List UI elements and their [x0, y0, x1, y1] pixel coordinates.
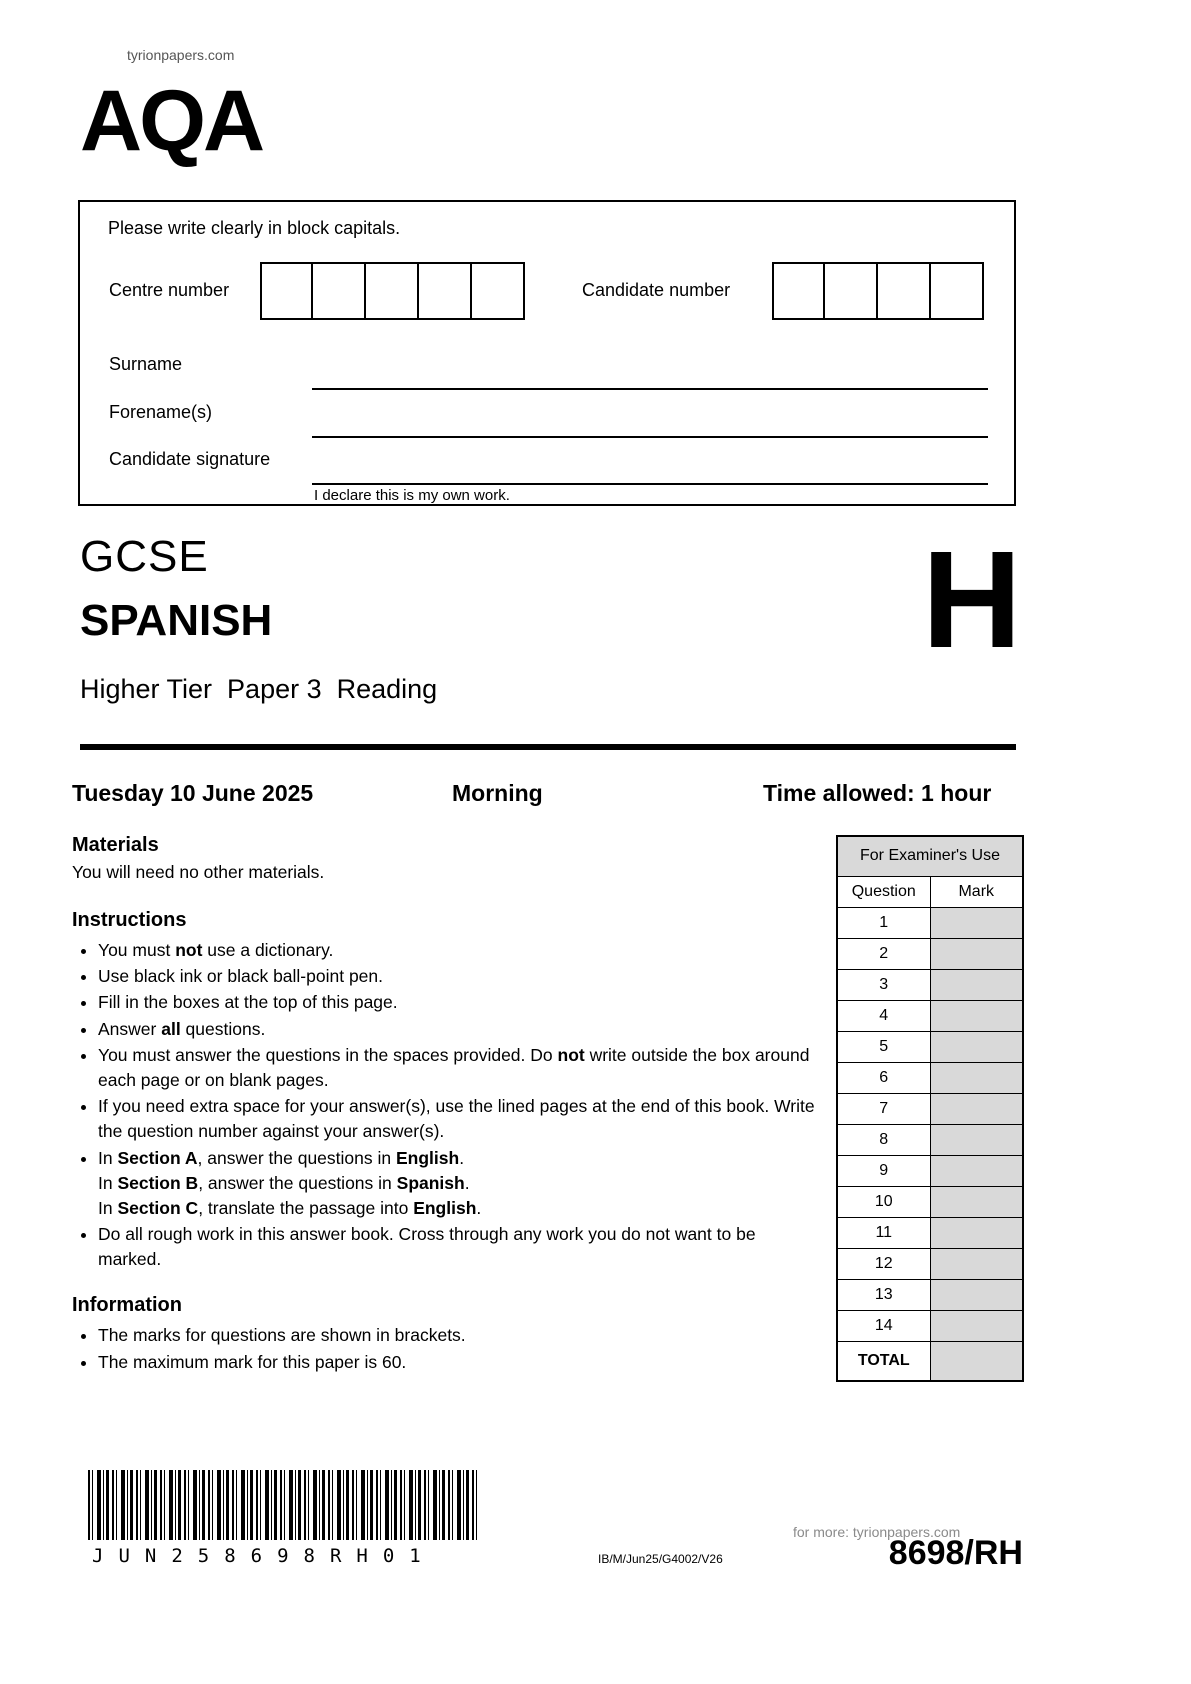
paper-code: 8698/RH: [888, 1534, 1023, 1572]
list-item: • You must answer the questions in the spaces provided. Do not write outside the box around each page or on blank pages.: [98, 1043, 820, 1093]
list-item: • In Section A, answer the questions in English. In Section B, answer the questions in Spanish. In Section C, translate the passage into English.: [98, 1146, 820, 1222]
question-number-cell: 9: [837, 1155, 930, 1186]
mark-cell: [930, 969, 1023, 1000]
examiner-row: [837, 1000, 1023, 1031]
candidate-number-cell[interactable]: [878, 262, 931, 320]
total-mark-cell: [930, 1341, 1023, 1381]
question-number-cell: 1: [837, 907, 930, 938]
qualification-title: GCSE: [80, 532, 209, 581]
candidate-number-cell[interactable]: [772, 262, 825, 320]
examiner-table-title: For Examiner's Use: [837, 836, 1023, 876]
question-number-cell: 7: [837, 1093, 930, 1124]
examiner-row: [837, 1217, 1023, 1248]
mark-cell: [930, 1124, 1023, 1155]
time-allowed: Time allowed: 1 hour: [763, 780, 992, 806]
watermark-top: tyrionpapers.com: [127, 47, 235, 63]
mark-cell: [930, 1000, 1023, 1031]
divider-rule: [80, 744, 1016, 750]
list-item: • You must not use a dictionary.: [98, 938, 820, 963]
instructions-list: [72, 938, 820, 1272]
mark-cell: [930, 938, 1023, 969]
mark-cell: [930, 1155, 1023, 1186]
mark-cell: [930, 1062, 1023, 1093]
forenames-label: Forename(s): [109, 402, 213, 422]
centre-number-cell[interactable]: [366, 262, 419, 320]
candidate-number-field[interactable]: [772, 262, 984, 320]
block-capitals-instruction: Please write clearly in block capitals.: [108, 218, 401, 238]
centre-number-cell[interactable]: [419, 262, 472, 320]
paper-reference-code: IB/M/Jun25/G4002/V26: [598, 1552, 723, 1566]
candidate-number-cell[interactable]: [931, 262, 984, 320]
mark-cell: [930, 1310, 1023, 1341]
information-heading: Information: [72, 1294, 182, 1317]
exam-session: Morning: [452, 780, 543, 806]
question-number-cell: 5: [837, 1031, 930, 1062]
question-number-cell: 11: [837, 1217, 930, 1248]
candidate-signature-label: Candidate signature: [109, 449, 271, 469]
examiner-row: [837, 1155, 1023, 1186]
centre-number-cell[interactable]: [472, 262, 525, 320]
question-number-cell: 6: [837, 1062, 930, 1093]
examiner-row: [837, 1124, 1023, 1155]
materials-text: You will need no other materials.: [72, 862, 325, 882]
examiner-row: [837, 938, 1023, 969]
mark-cell: [930, 1279, 1023, 1310]
examiner-row: [837, 1248, 1023, 1279]
list-item: • Do all rough work in this answer book. Cross through any work you do not want to be marked.: [98, 1222, 820, 1272]
examiner-row: [837, 1310, 1023, 1341]
candidate-number-cell[interactable]: [825, 262, 878, 320]
information-list: [72, 1323, 820, 1374]
candidate-signature-field[interactable]: [312, 483, 988, 485]
examiner-row: [837, 907, 1023, 938]
instructions-heading: Instructions: [72, 909, 187, 931]
cover-text-column: [72, 834, 820, 1376]
examiner-row: [837, 1186, 1023, 1217]
examiner-row: [837, 1062, 1023, 1093]
list-item: • Fill in the boxes at the top of this page.: [98, 990, 820, 1015]
subject-title: SPANISH: [80, 596, 273, 645]
list-item: • The maximum mark for this paper is 60.: [98, 1350, 820, 1375]
list-item: • Answer all questions.: [98, 1017, 820, 1042]
centre-number-label: Centre number: [109, 280, 230, 300]
examiner-row: [837, 1279, 1023, 1310]
barcode-text: JUN258698RH01: [92, 1545, 436, 1567]
forenames-field[interactable]: [312, 436, 988, 438]
list-item: • Use black ink or black ball-point pen.: [98, 964, 820, 989]
question-number-cell: 4: [837, 1000, 930, 1031]
surname-field[interactable]: [312, 388, 988, 390]
list-item: • If you need extra space for your answer(s), use the lined pages at the end of this book. Write the question number against your answer(s).: [98, 1094, 820, 1144]
paper-subtitle: Higher Tier Paper 3 Reading: [80, 674, 438, 704]
centre-number-field[interactable]: [260, 262, 525, 320]
examiner-row: [837, 969, 1023, 1000]
mark-cell: [930, 907, 1023, 938]
question-number-cell: 12: [837, 1248, 930, 1279]
examiner-row: [837, 1031, 1023, 1062]
question-number-cell: 10: [837, 1186, 930, 1217]
candidate-number-label: Candidate number: [582, 280, 731, 300]
question-column-header: Question: [837, 876, 930, 907]
centre-number-cell[interactable]: [313, 262, 366, 320]
mark-cell: [930, 1217, 1023, 1248]
examiner-use-table: [836, 835, 1024, 1382]
mark-cell: [930, 1093, 1023, 1124]
materials-heading: Materials: [72, 834, 159, 856]
barcode: [88, 1470, 478, 1540]
mark-cell: [930, 1031, 1023, 1062]
centre-number-cell[interactable]: [260, 262, 313, 320]
surname-label: Surname: [109, 354, 183, 374]
list-item: • The marks for questions are shown in brackets.: [98, 1323, 820, 1348]
question-number-cell: 13: [837, 1279, 930, 1310]
mark-column-header: Mark: [930, 876, 1023, 907]
candidate-details-box: [78, 200, 1016, 506]
watermark-bottom: for more: tyrionpapers.com: [793, 1524, 961, 1540]
mark-cell: [930, 1186, 1023, 1217]
aqa-logo: AQA: [80, 73, 263, 169]
higher-tier-letter: H: [922, 523, 1022, 677]
exam-date: Tuesday 10 June 2025: [72, 780, 314, 806]
question-number-cell: 2: [837, 938, 930, 969]
question-number-cell: 14: [837, 1310, 930, 1341]
examiner-row: [837, 1093, 1023, 1124]
question-number-cell: 8: [837, 1124, 930, 1155]
question-number-cell: 3: [837, 969, 930, 1000]
mark-cell: [930, 1248, 1023, 1279]
declaration-text: I declare this is my own work.: [314, 487, 510, 504]
total-label: TOTAL: [837, 1341, 930, 1381]
